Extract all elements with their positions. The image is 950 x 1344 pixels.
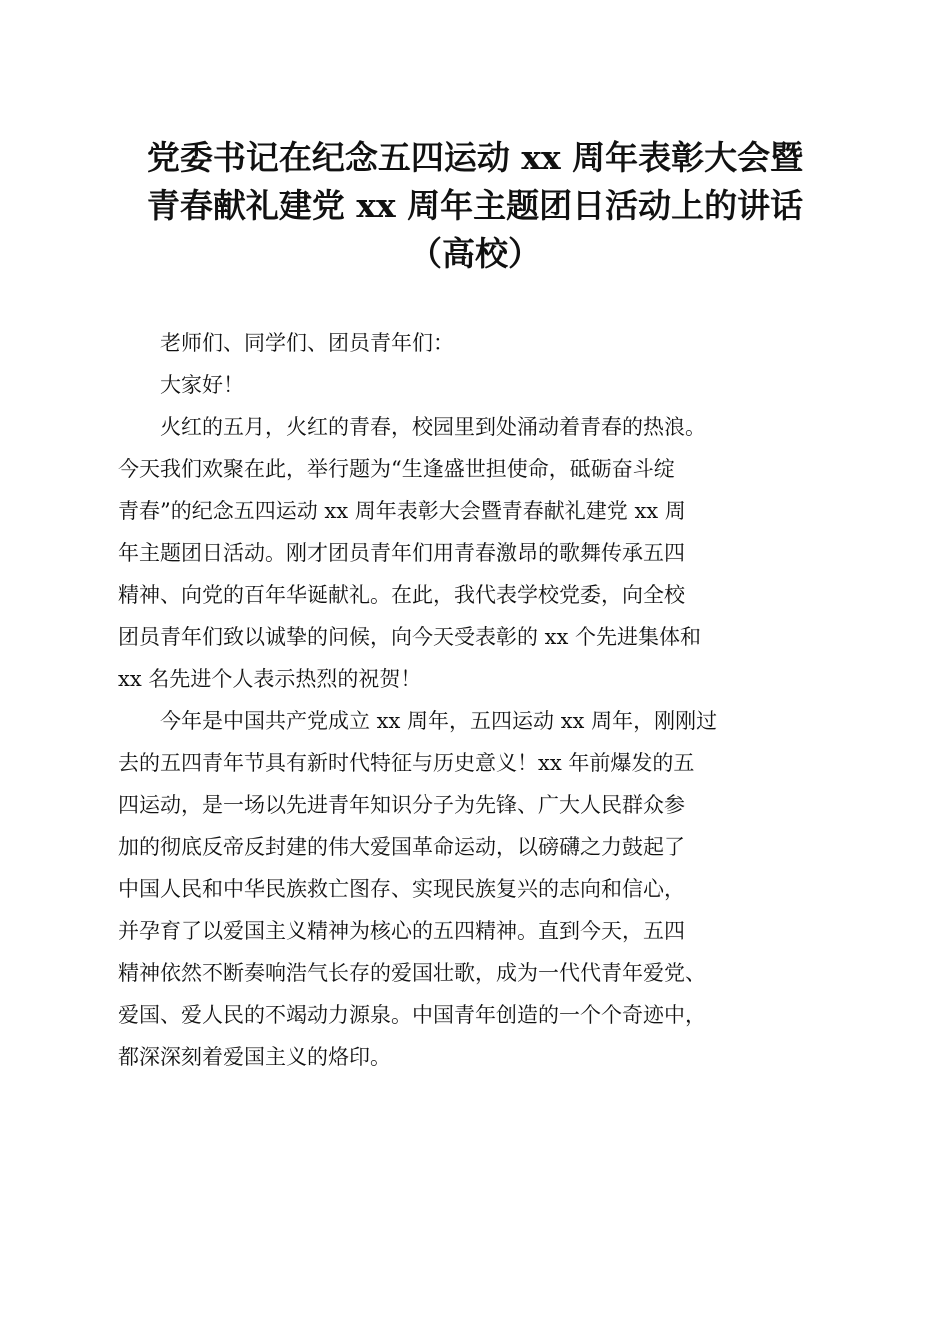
paragraph-2-line-9: 都深深刻着爱国主义的烙印。: [118, 1045, 391, 1069]
paragraph-1-line-6: 团员青年们致以诚挚的问候，向今天受表彰的 xx 个先进集体和: [118, 625, 702, 649]
paragraph-2-line-6: 并孕育了以爱国主义精神为核心的五四精神。直到今天，五四: [118, 919, 685, 943]
paragraph-2-line-2: 去的五四青年节具有新时代特征与历史意义！xx 年前爆发的五: [118, 751, 695, 775]
document-body: [118, 322, 834, 1078]
paragraph-2-line-1: 今年是中国共产党成立 xx 周年，五四运动 xx 周年，刚刚过: [160, 709, 718, 733]
salutation: 老师们、同学们、团员青年们：: [160, 331, 454, 355]
greeting: 大家好！: [160, 373, 244, 397]
title-line-2: 青春献礼建党 xx 周年主题团日活动上的讲话: [146, 186, 804, 225]
paragraph-2-line-4: 加的彻底反帝反封建的伟大爱国革命运动，以磅礴之力鼓起了: [118, 835, 685, 859]
paragraph-2-line-3: 四运动，是一场以先进青年知识分子为先锋、广大人民群众参: [118, 793, 685, 817]
document-title: [100, 134, 850, 278]
title-line-1: 党委书记在纪念五四运动 xx 周年表彰大会暨: [146, 138, 804, 177]
title-line-3: （高校）: [409, 234, 541, 273]
paragraph-1-line-5: 精神、向党的百年华诞献礼。在此，我代表学校党委，向全校: [118, 583, 685, 607]
paragraph-2-line-5: 中国人民和中华民族救亡图存、实现民族复兴的志向和信心，: [118, 877, 685, 901]
paragraph-1-line-3: 青春”的纪念五四运动 xx 周年表彰大会暨青春献礼建党 xx 周: [118, 499, 686, 523]
paragraph-2-line-8: 爱国、爱人民的不竭动力源泉。中国青年创造的一个个奇迹中，: [118, 1003, 706, 1027]
paragraph-2-line-7: 精神依然不断奏响浩气长存的爱国壮歌，成为一代代青年爱党、: [118, 961, 706, 985]
paragraph-1-line-2: 今天我们欢聚在此，举行题为“生逢盛世担使命，砥砺奋斗绽: [118, 457, 675, 481]
paragraph-1-line-7: xx 名先进个人表示热烈的祝贺！: [118, 667, 422, 691]
paragraph-1-line-4: 年主题团日活动。刚才团员青年们用青春激昂的歌舞传承五四: [118, 541, 685, 565]
paragraph-1-line-1: 火红的五月，火红的青春，校园里到处涌动着青春的热浪。: [160, 415, 706, 439]
